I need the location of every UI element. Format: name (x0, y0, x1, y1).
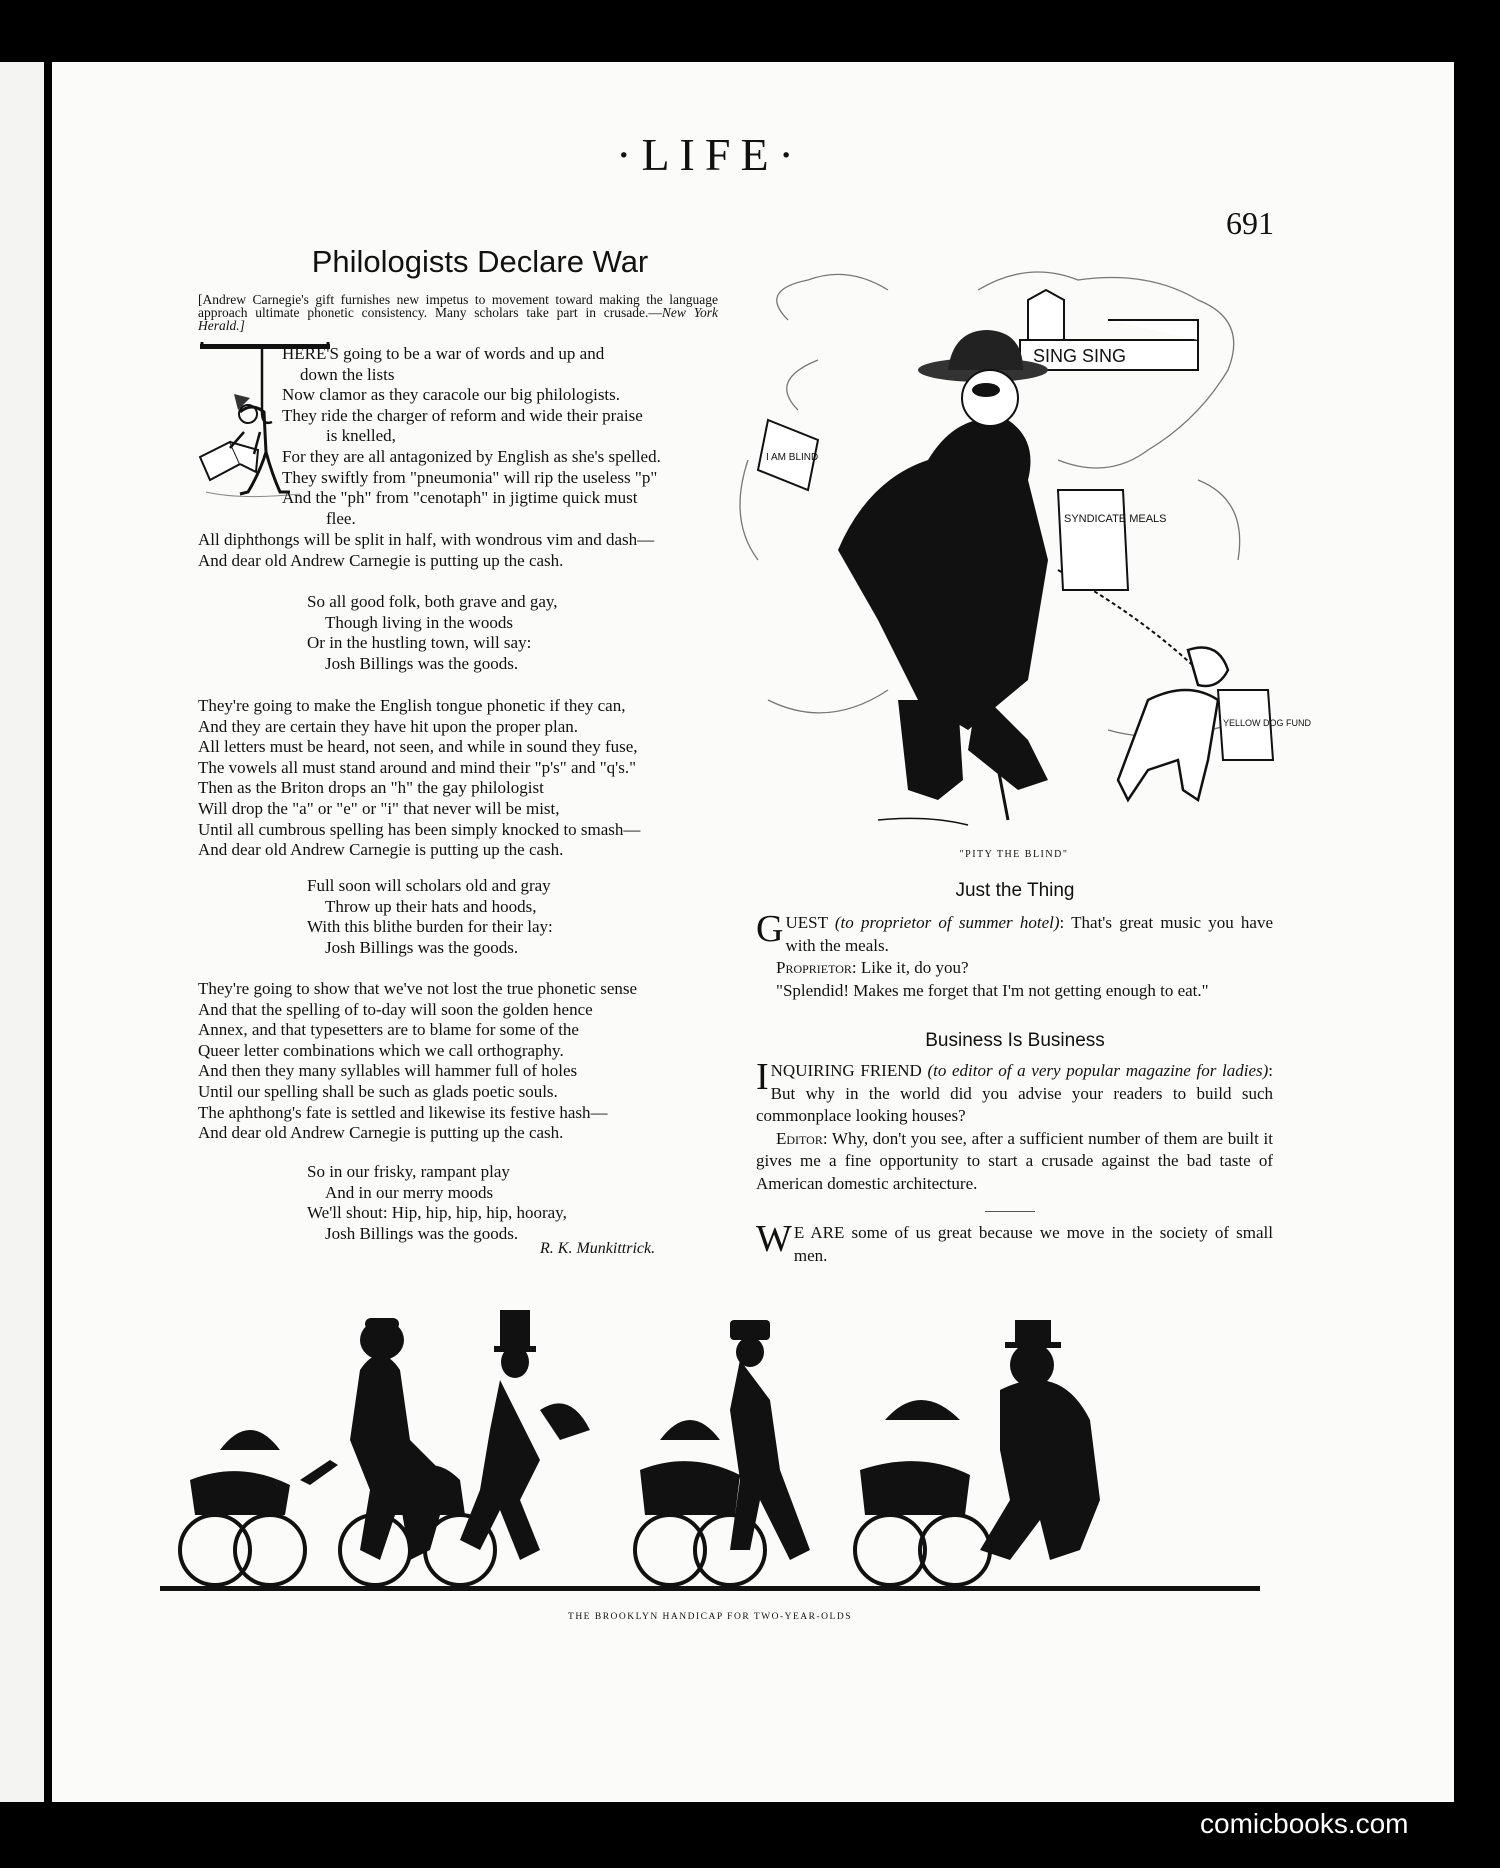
poem-refrain-2 (307, 876, 553, 958)
just-the-thing-body (756, 908, 1274, 1002)
poem-line: is knelled, (326, 426, 396, 446)
pail-sign-text: SYNDICATE MEALS (1064, 513, 1167, 525)
masthead: ·LIFE· (616, 129, 804, 180)
dog-pail-text: YELLOW DOG FUND (1223, 718, 1312, 728)
business-p2 (756, 1128, 1273, 1196)
poem-line: And then they many syllables will hammer full of holes (198, 1061, 578, 1081)
poem-line: Full soon will scholars old and gray (307, 876, 551, 895)
poem-line: Will drop the "a" or "e" or "i" that never will be mist, (198, 798, 560, 818)
dialogue: : That's great music you have with the meals. (785, 913, 1274, 955)
poem-line: For they are all antagonized by English as she's spelled. (282, 446, 661, 466)
epigram-text (756, 1218, 1273, 1267)
dialogue: : Why, don't you see, after a sufficient number of them are built it gives me a fine opportunity to start a crusade against the bad taste of American domestic architecture. (756, 1128, 1273, 1193)
just-the-thing-p1 (756, 908, 1274, 957)
poem-line: And in our merry moods (325, 1182, 494, 1202)
poem-line: Until our spelling shall be such as glads poetic souls. (198, 1081, 558, 1101)
just-the-thing-p3: "Splendid! Makes me forget that I'm not getting enough to eat." (776, 980, 1209, 1000)
poem-refrain-1 (307, 592, 558, 674)
drop-cap: G (756, 908, 784, 950)
cartoon-caption: "PITY THE BLIND" (959, 849, 1069, 860)
headnote-text: [Andrew Carnegie's gift furnishes new impetus to movement toward making the language approach ultimate phonetic consistency. Many scholars take part in crusade.— (198, 292, 718, 320)
headnote-source: New York Herald.] (198, 305, 719, 333)
poem-line: Josh Billings was the goods. (325, 653, 519, 673)
just-the-thing-p2 (756, 957, 1273, 980)
prison-sign-text: SING SING (1033, 346, 1127, 366)
poem-line: The vowels all must stand around and mind their "p's" and "q's." (198, 757, 637, 777)
epigram (756, 1218, 1273, 1267)
poem-signature: R. K. Munkittrick. (540, 1240, 656, 1257)
adjacent-page-edge (0, 62, 44, 1802)
speaker: Proprietor (776, 958, 852, 977)
speaker: NQUIRING FRIEND (770, 1061, 922, 1080)
poem-line: Now clamor as they caracole our big philologists. (282, 385, 621, 405)
poem-line: Though living in the woods (325, 612, 513, 632)
business-p1 (756, 1056, 1274, 1128)
poem-line: And that the spelling of to-day will soon the golden hence (198, 999, 593, 1019)
poem-line: Or in the hustling town, will say: (307, 633, 532, 653)
page-number: 691 (1226, 205, 1274, 241)
section-divider (985, 1211, 1035, 1212)
site-watermark: comicbooks.com (1200, 1808, 1409, 1839)
stage-direction: (to proprietor of summer hotel) (834, 913, 1060, 932)
poem-line: Until all cumbrous spelling has been simply knocked to smash— (198, 819, 641, 839)
poem-line: All letters must be heard, not seen, and while in sound they fuse, (198, 737, 638, 757)
poem-line: And dear old Andrew Carnegie is putting up the cash. (198, 840, 564, 860)
poem-line: down the lists (300, 364, 395, 384)
epigram-body: E ARE some of us great because we move in the society of small men. (793, 1223, 1273, 1265)
poem-line: With this blithe burden for their lay: (307, 917, 553, 937)
baby-carriage-race-silhouette (160, 1300, 1260, 1600)
poem-line: Queer letter combinations which we call orthography. (198, 1040, 564, 1060)
silhouette-caption: THE BROOKLYN HANDICAP FOR TWO-YEAR-OLDS (568, 1612, 852, 1622)
drop-cap: W (756, 1218, 792, 1260)
poem-line: They're going to make the English tongue phonetic if they can, (198, 696, 626, 715)
drop-cap: I (756, 1056, 769, 1098)
poem-refrain-3 (307, 1162, 567, 1244)
pity-the-blind-cartoon (728, 260, 1312, 840)
poem-line: The aphthong's fate is settled and likewise its festive hash— (198, 1102, 608, 1122)
poem-line: So all good folk, both grave and gay, (307, 592, 558, 611)
poem-line: We'll shout: Hip, hip, hip, hip, hooray, (307, 1203, 567, 1223)
poem-line: HERE'S going to be a war of words and up and (282, 344, 605, 363)
poem-title: Philologists Declare War (311, 244, 649, 279)
poem-line: Josh Billings was the goods. (325, 937, 519, 957)
poem-line: Then as the Briton drops an "h" the gay philologist (198, 778, 544, 798)
poem-line: All diphthongs will be split in half, with wondrous vim and dash— (198, 530, 655, 549)
poem-line: Josh Billings was the goods. (325, 1223, 519, 1243)
poem-stanza-2 (198, 696, 640, 861)
poem-stanza-1a (282, 344, 661, 529)
poem-line: They ride the charger of reform and wide their praise (282, 405, 643, 425)
poem-line: And the "ph" from "cenotaph" in jigtime quick must (282, 488, 638, 508)
poem-headnote (198, 293, 718, 332)
speaker: UEST (785, 913, 828, 932)
poem-line: They're going to show that we've not lost the true phonetic sense (198, 979, 638, 998)
stage-direction: (to editor of a very popular magazine for ladies) (927, 1061, 1269, 1080)
dialogue: : But why in the world did you advise your readers to build such commonplace looking houses? (756, 1061, 1274, 1125)
poem-line: flee. (326, 508, 356, 528)
poem-line: Throw up their hats and hoods, (325, 896, 537, 916)
poem-line: So in our frisky, rampant play (307, 1162, 510, 1181)
poem-line: And dear old Andrew Carnegie is putting up the cash. (198, 1123, 564, 1143)
business-body (756, 1056, 1274, 1195)
poem-stanza-3 (198, 979, 637, 1144)
poem-line: And they are certain they have hit upon the proper plan. (198, 716, 579, 736)
poem-line: They swiftly from "pneumonia" will rip the useless "p" (282, 467, 658, 487)
poem-line: And dear old Andrew Carnegie is putting up the cash. (198, 550, 564, 570)
just-the-thing-heading: Just the Thing (955, 880, 1075, 901)
poem-stanza-1b (198, 530, 654, 571)
blind-card-text: I AM BLIND (766, 452, 819, 463)
dialogue: : Like it, do you? (851, 958, 969, 977)
business-heading: Business Is Business (925, 1030, 1105, 1051)
speaker: Editor (776, 1128, 823, 1148)
poem-line: Annex, and that typesetters are to blame for some of the (198, 1020, 579, 1040)
